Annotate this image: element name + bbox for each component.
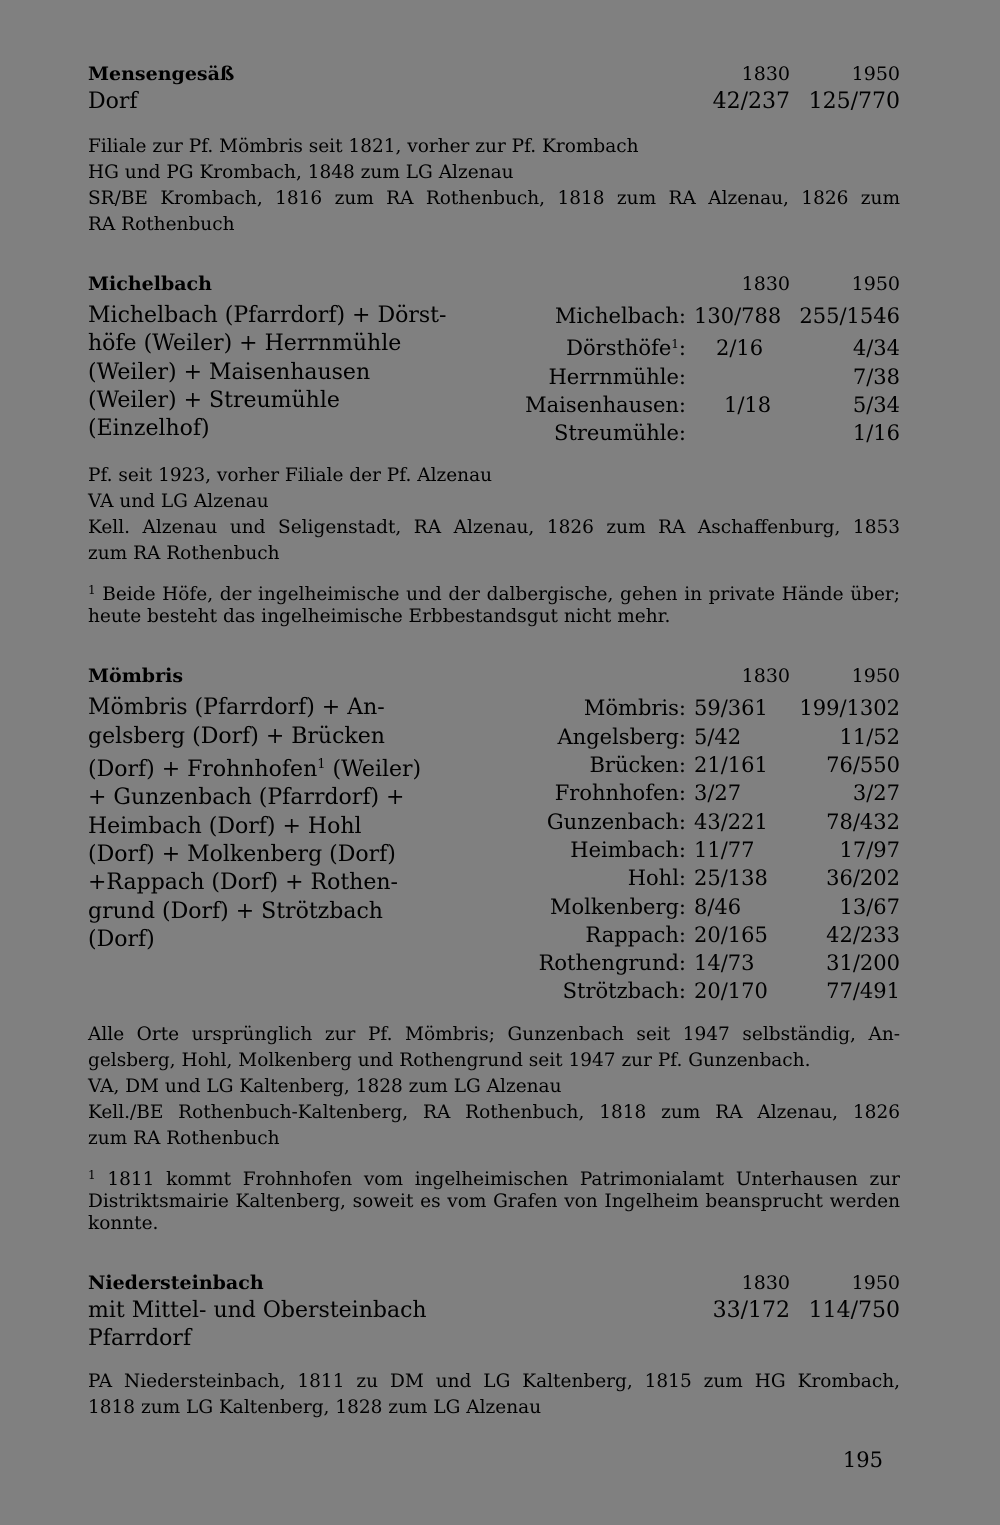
value-1830: 25/138 bbox=[694, 866, 768, 891]
table-row bbox=[448, 391, 900, 419]
note-line: PA Niedersteinbach, 1811 zu DM und LG Kaltenberg, 1815 zum HG Krombach, bbox=[88, 1370, 900, 1392]
entry-body bbox=[88, 302, 900, 447]
place-name: Hohl: bbox=[627, 866, 686, 891]
value-1950: 42/233 bbox=[826, 922, 900, 947]
place-name: Frohnhofen: bbox=[554, 781, 686, 806]
table-row bbox=[448, 302, 900, 330]
value-1950: 7/38 bbox=[852, 364, 900, 389]
population-table bbox=[448, 694, 900, 1005]
value-1830: 33/172 bbox=[712, 1297, 790, 1323]
entry-notes bbox=[88, 463, 900, 567]
value-1950: 13/67 bbox=[839, 894, 900, 919]
table-row bbox=[448, 363, 900, 391]
entry-niedersteinbach bbox=[88, 1269, 900, 1421]
value-1950: 1/16 bbox=[852, 421, 900, 446]
value-1830: 21/161 bbox=[694, 753, 768, 778]
value-1830: 20/165 bbox=[694, 922, 768, 947]
value-1950: 77/491 bbox=[826, 979, 900, 1004]
table-row bbox=[448, 977, 900, 1005]
value-1830: 42/237 bbox=[712, 89, 790, 114]
table-row bbox=[448, 949, 900, 977]
place-name: Mömbris: bbox=[583, 696, 686, 721]
place-name: Gunzenbach: bbox=[546, 809, 686, 834]
page-content bbox=[88, 60, 900, 1421]
year-1830: 1830 bbox=[741, 63, 790, 85]
value-1950: 255/1546 bbox=[799, 304, 900, 328]
value-1830: 20/170 bbox=[694, 979, 768, 1004]
table-row bbox=[448, 864, 900, 892]
place-name: Herrnmühle: bbox=[548, 364, 686, 389]
entry-notes bbox=[88, 1369, 900, 1421]
value-1830: 11/77 bbox=[694, 837, 755, 862]
entry-subtitle: mit Mittel- und Obersteinbach bbox=[88, 1297, 427, 1323]
year-1830: 1830 bbox=[741, 1271, 790, 1294]
table-row bbox=[448, 419, 900, 447]
note-line: VA, DM und LG Kaltenberg, 1828 zum LG Alzenau bbox=[88, 1075, 562, 1097]
table-row bbox=[448, 751, 900, 779]
value-1830: 1/18 bbox=[724, 392, 772, 417]
footnote bbox=[88, 1164, 900, 1235]
value-1830: 43/221 bbox=[694, 809, 768, 834]
note-line: VA und LG Alzenau bbox=[88, 491, 269, 513]
place-name: Angelsberg: bbox=[557, 724, 686, 749]
value-1830: 130/788 bbox=[694, 304, 782, 328]
value-1830: 8/46 bbox=[694, 894, 742, 919]
description-line: gelsberg (Dorf) + Brücken bbox=[88, 723, 385, 749]
description-line: (Weiler) + Maisenhausen bbox=[88, 359, 371, 385]
place-name: Rothengrund: bbox=[538, 951, 686, 976]
entry-header bbox=[88, 60, 900, 88]
description-line: (Weiler) + Streumühle bbox=[88, 387, 340, 413]
note-line: 1818 zum LG Kaltenberg, 1828 zum LG Alzenau bbox=[88, 1396, 542, 1418]
entry-title: Niedersteinbach bbox=[88, 1271, 264, 1294]
entry-notes bbox=[88, 134, 900, 238]
place-name: Maisenhausen: bbox=[525, 392, 686, 417]
entry-description bbox=[88, 302, 448, 447]
table-row bbox=[448, 330, 900, 362]
entry-type: Dorf bbox=[88, 89, 138, 114]
value-1950: 5/34 bbox=[852, 392, 900, 417]
year-1950: 1950 bbox=[851, 1271, 900, 1294]
entry-michelbach bbox=[88, 270, 900, 628]
table-row bbox=[448, 694, 900, 722]
place-name: Brücken: bbox=[589, 753, 686, 778]
entry-type: Pfarrdorf bbox=[88, 1325, 192, 1351]
entry-header bbox=[88, 270, 900, 298]
footnote bbox=[88, 579, 900, 628]
description-line: grund (Dorf) + Strötzbach bbox=[88, 898, 383, 924]
entry-title: Mensengesäß bbox=[88, 63, 235, 85]
entry-title: Michelbach bbox=[88, 273, 212, 295]
table-row bbox=[448, 723, 900, 751]
place-name: Streumühle: bbox=[554, 421, 686, 446]
table-row bbox=[448, 808, 900, 836]
value-1950: 17/97 bbox=[839, 837, 900, 862]
entry-moembris bbox=[88, 662, 900, 1234]
table-row bbox=[448, 836, 900, 864]
description-line: höfe (Weiler) + Herrnmühle bbox=[88, 331, 402, 357]
description-line: (Dorf) + Frohnhofen$^1$ (Weiler) bbox=[88, 757, 422, 783]
value-1830: 2/16 bbox=[716, 336, 764, 361]
table-row bbox=[448, 921, 900, 949]
value-1950: 36/202 bbox=[826, 866, 900, 891]
footnote-mark: 1 bbox=[671, 337, 679, 352]
value-1950: 4/34 bbox=[852, 336, 900, 361]
description-line: (Einzelhof) bbox=[88, 416, 210, 442]
place-name: Rappach: bbox=[585, 922, 686, 947]
entry-header bbox=[88, 662, 900, 690]
footnote-text: Beide Höfe, der ingelheimische und der dalbergische, gehen in private Hände über; heute besteht das ingelheimische Erbbestandsgut nicht mehr. bbox=[88, 584, 900, 628]
value-1950: 76/550 bbox=[826, 753, 900, 778]
population-table bbox=[448, 302, 900, 447]
entry-body bbox=[88, 694, 900, 1005]
value-1830: 5/42 bbox=[694, 724, 742, 749]
table-row bbox=[448, 779, 900, 807]
description-line: Heimbach (Dorf) + Hohl bbox=[88, 813, 362, 839]
note-line: gelsberg, Hohl, Molkenberg und Rothengrund seit 1947 zur Pf. Gunzenbach. bbox=[88, 1049, 811, 1071]
value-1950: 114/750 bbox=[808, 1297, 900, 1323]
entry-values-row bbox=[88, 1297, 900, 1325]
place-name: Strötzbach: bbox=[562, 979, 686, 1004]
place-name: Heimbach: bbox=[570, 837, 686, 862]
description-line: (Dorf) + Molkenberg (Dorf) bbox=[88, 841, 396, 867]
year-1950: 1950 bbox=[851, 63, 900, 85]
page-number: 195 bbox=[842, 1448, 883, 1472]
footnote-text: 1811 kommt Frohnhofen vom ingelheimischen Patrimonialamt Unterhausen zur Distriktsmairie Kaltenberg, soweit es vom Grafen von Ingelheim beansprucht werden konnte. bbox=[88, 1168, 900, 1234]
entry-type-row bbox=[88, 1325, 900, 1353]
entry-values-row bbox=[88, 88, 900, 116]
value-1950: 78/432 bbox=[826, 809, 900, 834]
year-1830: 1830 bbox=[741, 665, 790, 688]
description-line: Mömbris (Pfarrdorf) + An- bbox=[88, 695, 385, 721]
note-line: Kell. Alzenau und Seligenstadt, RA Alzenau, 1826 zum RA Aschaffenburg, 1853 bbox=[88, 517, 900, 539]
note-line: HG und PG Krombach, 1848 zum LG Alzenau bbox=[88, 162, 514, 183]
place-name: Molkenberg: bbox=[550, 894, 686, 919]
place-name: Dörsthöfe$^1$: bbox=[566, 336, 686, 361]
note-line: Kell./BE Rothenbuch-Kaltenberg, RA Rothenbuch, 1818 zum RA Alzenau, 1826 bbox=[88, 1101, 900, 1123]
year-1950: 1950 bbox=[851, 273, 900, 295]
year-1830: 1830 bbox=[741, 273, 790, 295]
value-1830: 3/27 bbox=[694, 781, 742, 806]
note-line: Alle Orte ursprünglich zur Pf. Mömbris; Gunzenbach seit 1947 selbständig, An- bbox=[88, 1023, 900, 1045]
value-1950: 3/27 bbox=[852, 781, 900, 806]
footnote-mark: 1 bbox=[88, 583, 96, 598]
note-line: zum RA Rothenbuch bbox=[88, 1127, 280, 1149]
note-line: zum RA Rothenbuch bbox=[88, 543, 280, 565]
year-1950: 1950 bbox=[851, 665, 900, 688]
entry-description bbox=[88, 694, 448, 1005]
value-1950: 125/770 bbox=[808, 89, 900, 114]
description-line: + Gunzenbach (Pfarrdorf) + bbox=[88, 785, 405, 811]
entry-header bbox=[88, 1269, 900, 1297]
description-line: +Rappach (Dorf) + Rothen- bbox=[88, 870, 398, 896]
note-line: RA Rothenbuch bbox=[88, 214, 235, 235]
description-line: Michelbach (Pfarrdorf) + Dörst- bbox=[88, 303, 447, 328]
value-1830: 14/73 bbox=[694, 951, 755, 976]
note-line: SR/BE Krombach, 1816 zum RA Rothenbuch, 1818 zum RA Alzenau, 1826 zum bbox=[88, 188, 900, 209]
value-1950: 11/52 bbox=[839, 724, 900, 749]
description-line: (Dorf) bbox=[88, 926, 155, 952]
value-1950: 199/1302 bbox=[799, 696, 900, 721]
place-name: Michelbach: bbox=[555, 304, 686, 328]
entry-title: Mömbris bbox=[88, 665, 184, 688]
value-1950: 31/200 bbox=[826, 951, 900, 976]
table-row bbox=[448, 893, 900, 921]
footnote-mark: 1 bbox=[88, 1167, 96, 1182]
value-1830: 59/361 bbox=[694, 696, 768, 721]
entry-notes bbox=[88, 1022, 900, 1152]
entry-mensengesaess bbox=[88, 60, 900, 238]
footnote-mark: 1 bbox=[317, 757, 326, 773]
note-line: Filiale zur Pf. Mömbris seit 1821, vorher zur Pf. Krombach bbox=[88, 136, 639, 157]
note-line: Pf. seit 1923, vorher Filiale der Pf. Alzenau bbox=[88, 465, 493, 487]
